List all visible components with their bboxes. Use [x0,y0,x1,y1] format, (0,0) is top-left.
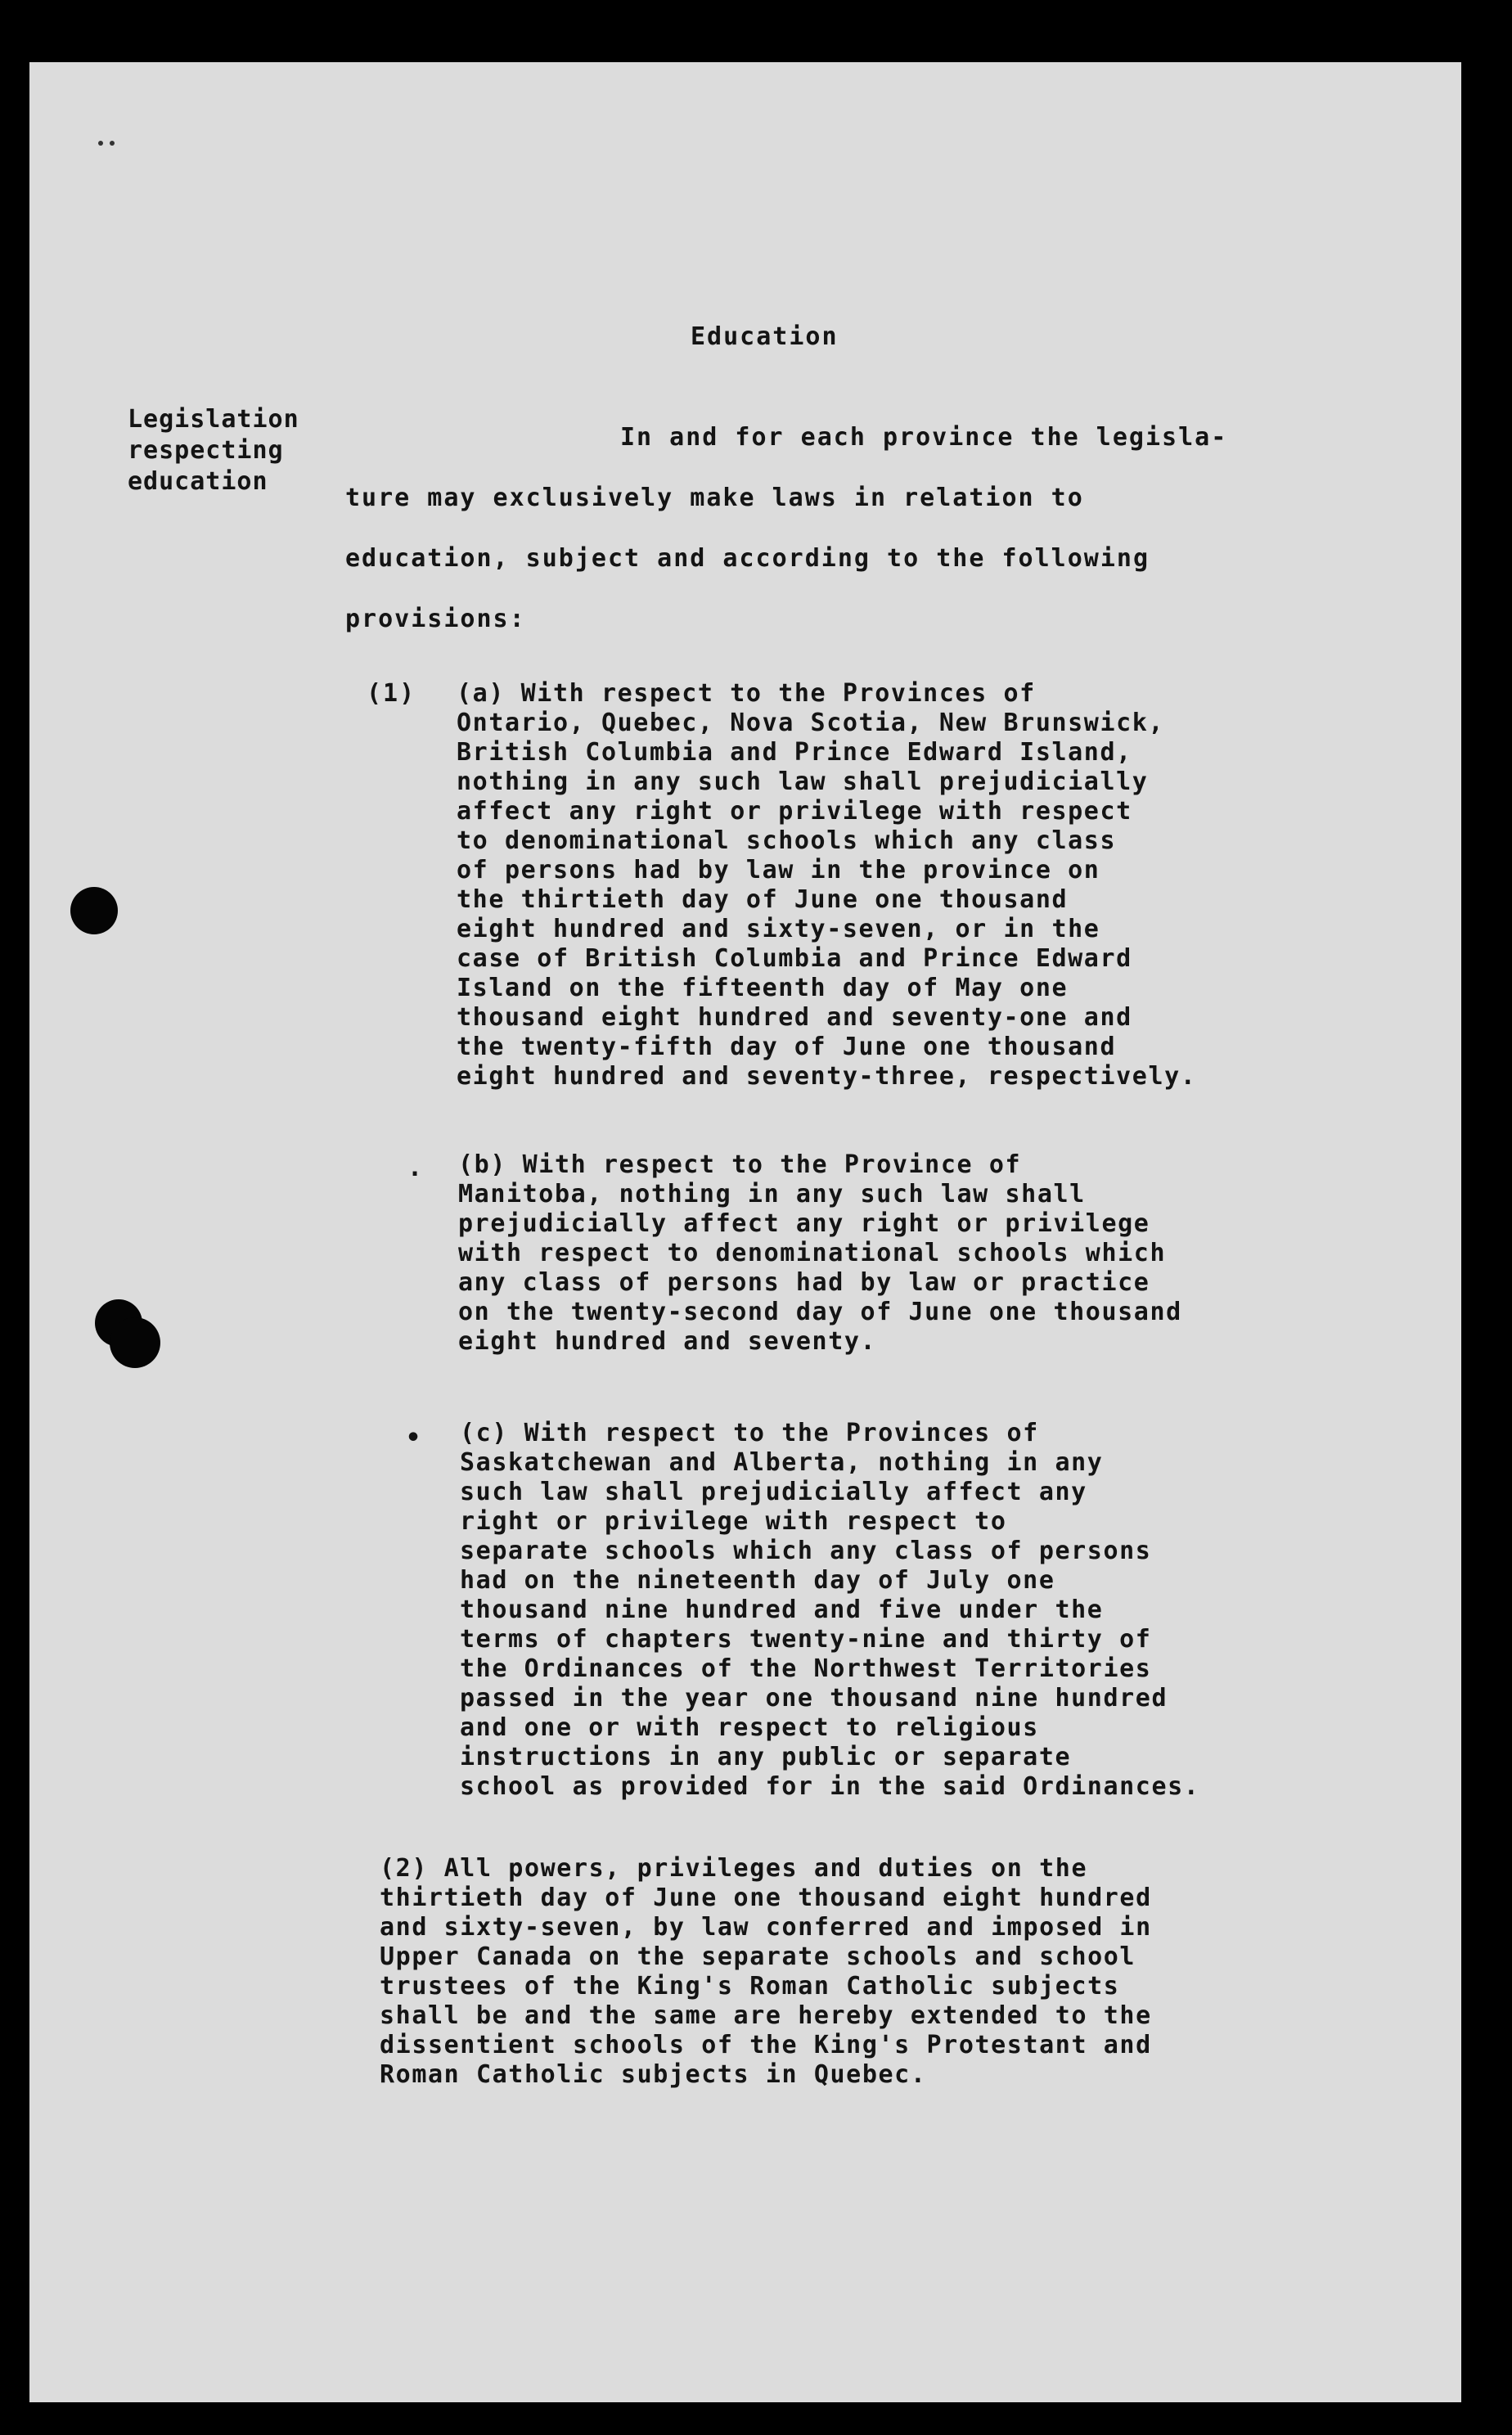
subsection-2-line: dissentient schools of the King's Protestant and [380,2031,1152,2059]
clause-c-line: right or privilege with respect to [460,1507,1007,1536]
stray-mark: . [407,1154,423,1182]
subsection-2-line: Roman Catholic subjects in Quebec. [380,2060,927,2089]
clause-a-line: affect any right or privilege with respect [457,797,1132,826]
clause-a-line: Ontario, Quebec, Nova Scotia, New Brunswick, [457,709,1165,737]
clause-c-line: and one or with respect to religious [460,1713,1039,1742]
intro-line: education, subject and according to the following [345,544,1150,573]
clause-a [457,679,1196,1091]
clause-b-line: prejudicially affect any right or privilege [458,1209,1150,1238]
subsection-2-line: (2) All powers, privileges and duties on the [380,1854,1088,1883]
margin-note [128,404,299,497]
subsection-2-line: and sixty-seven, by law conferred and imposed in [380,1913,1152,1942]
subsection-2-line: Upper Canada on the separate schools and school [380,1942,1136,1971]
subsection-2 [380,1854,1152,2090]
clause-c-line: had on the nineteenth day of July one [460,1566,1055,1595]
subsection-2-line: trustees of the King's Roman Catholic subjects [380,1972,1120,2001]
clause-a-line: case of British Columbia and Prince Edward [457,944,1132,973]
clause-a-line: the thirtieth day of June one thousand [457,885,1069,914]
clause-a-line: eight hundred and seventy-three, respectively. [457,1062,1197,1091]
intro-line: ture may exclusively make laws in relation to [345,484,1084,512]
clause-a-line: the twenty-fifth day of June one thousand [457,1033,1117,1061]
clause-a-line: Island on the fifteenth day of May one [457,974,1069,1002]
clause-a-line: of persons had by law in the province on [457,856,1100,884]
subsection-2-line: thirtieth day of June one thousand eight hundred [380,1884,1152,1912]
clause-b-line: eight hundred and seventy. [458,1327,877,1356]
subsection-2-line: shall be and the same are hereby extended to the [380,2001,1152,2030]
margin-note-line: respecting [128,436,284,465]
clause-c [460,1419,1199,1802]
clause-c-line: passed in the year one thousand nine hundred [460,1684,1168,1713]
clause-b-line: with respect to denominational schools which [458,1239,1167,1267]
punch-hole-top [70,887,118,934]
intro-line: In and for each province the legisla- [620,423,1228,452]
clause-b-line: on the twenty-second day of June one thousand [458,1298,1182,1326]
margin-note-line: Legislation [128,405,299,434]
clause-c-line: Saskatchewan and Alberta, nothing in any [460,1448,1104,1477]
clause-a-line: thousand eight hundred and seventy-one and [457,1003,1132,1032]
intro-line: provisions: [345,605,526,633]
stray-mark: • [406,1424,421,1452]
clause-c-line: separate schools which any class of persons [460,1537,1152,1565]
clause-a-line: nothing in any such law shall prejudicially [457,767,1149,796]
clause-b [458,1150,1182,1357]
margin-note-line: education [128,467,268,496]
speck-mark [110,141,115,146]
clause-b-line: Manitoba, nothing in any such law shall [458,1180,1086,1208]
intro-paragraph [345,407,1393,650]
clause-c-line: (c) With respect to the Provinces of [460,1419,1039,1447]
clause-a-line: (a) With respect to the Provinces of [457,679,1036,708]
clause-c-line: instructions in any public or separate [460,1743,1072,1771]
clause-b-line: any class of persons had by law or practice [458,1268,1150,1297]
clause-c-line: school as provided for in the said Ordinances. [460,1772,1200,1801]
clause-b-line: (b) With respect to the Province of [458,1150,1022,1179]
clause-a-line: British Columbia and Prince Edward Island, [457,738,1132,767]
clause-c-line: terms of chapters twenty-nine and thirty of [460,1625,1152,1654]
clause-a-line: to denominational schools which any class [457,826,1117,855]
clause-a-line: eight hundred and sixty-seven, or in the [457,915,1100,943]
clause-c-line: such law shall prejudicially affect any [460,1478,1087,1506]
section-heading: Education [691,322,839,351]
subsection-1-number: (1) [367,679,416,708]
punch-hole-middle-shadow [110,1317,160,1368]
clause-c-line: the Ordinances of the Northwest Territories [460,1654,1152,1683]
document-page [29,62,1461,2402]
speck-mark [98,141,103,146]
clause-c-line: thousand nine hundred and five under the [460,1596,1104,1624]
